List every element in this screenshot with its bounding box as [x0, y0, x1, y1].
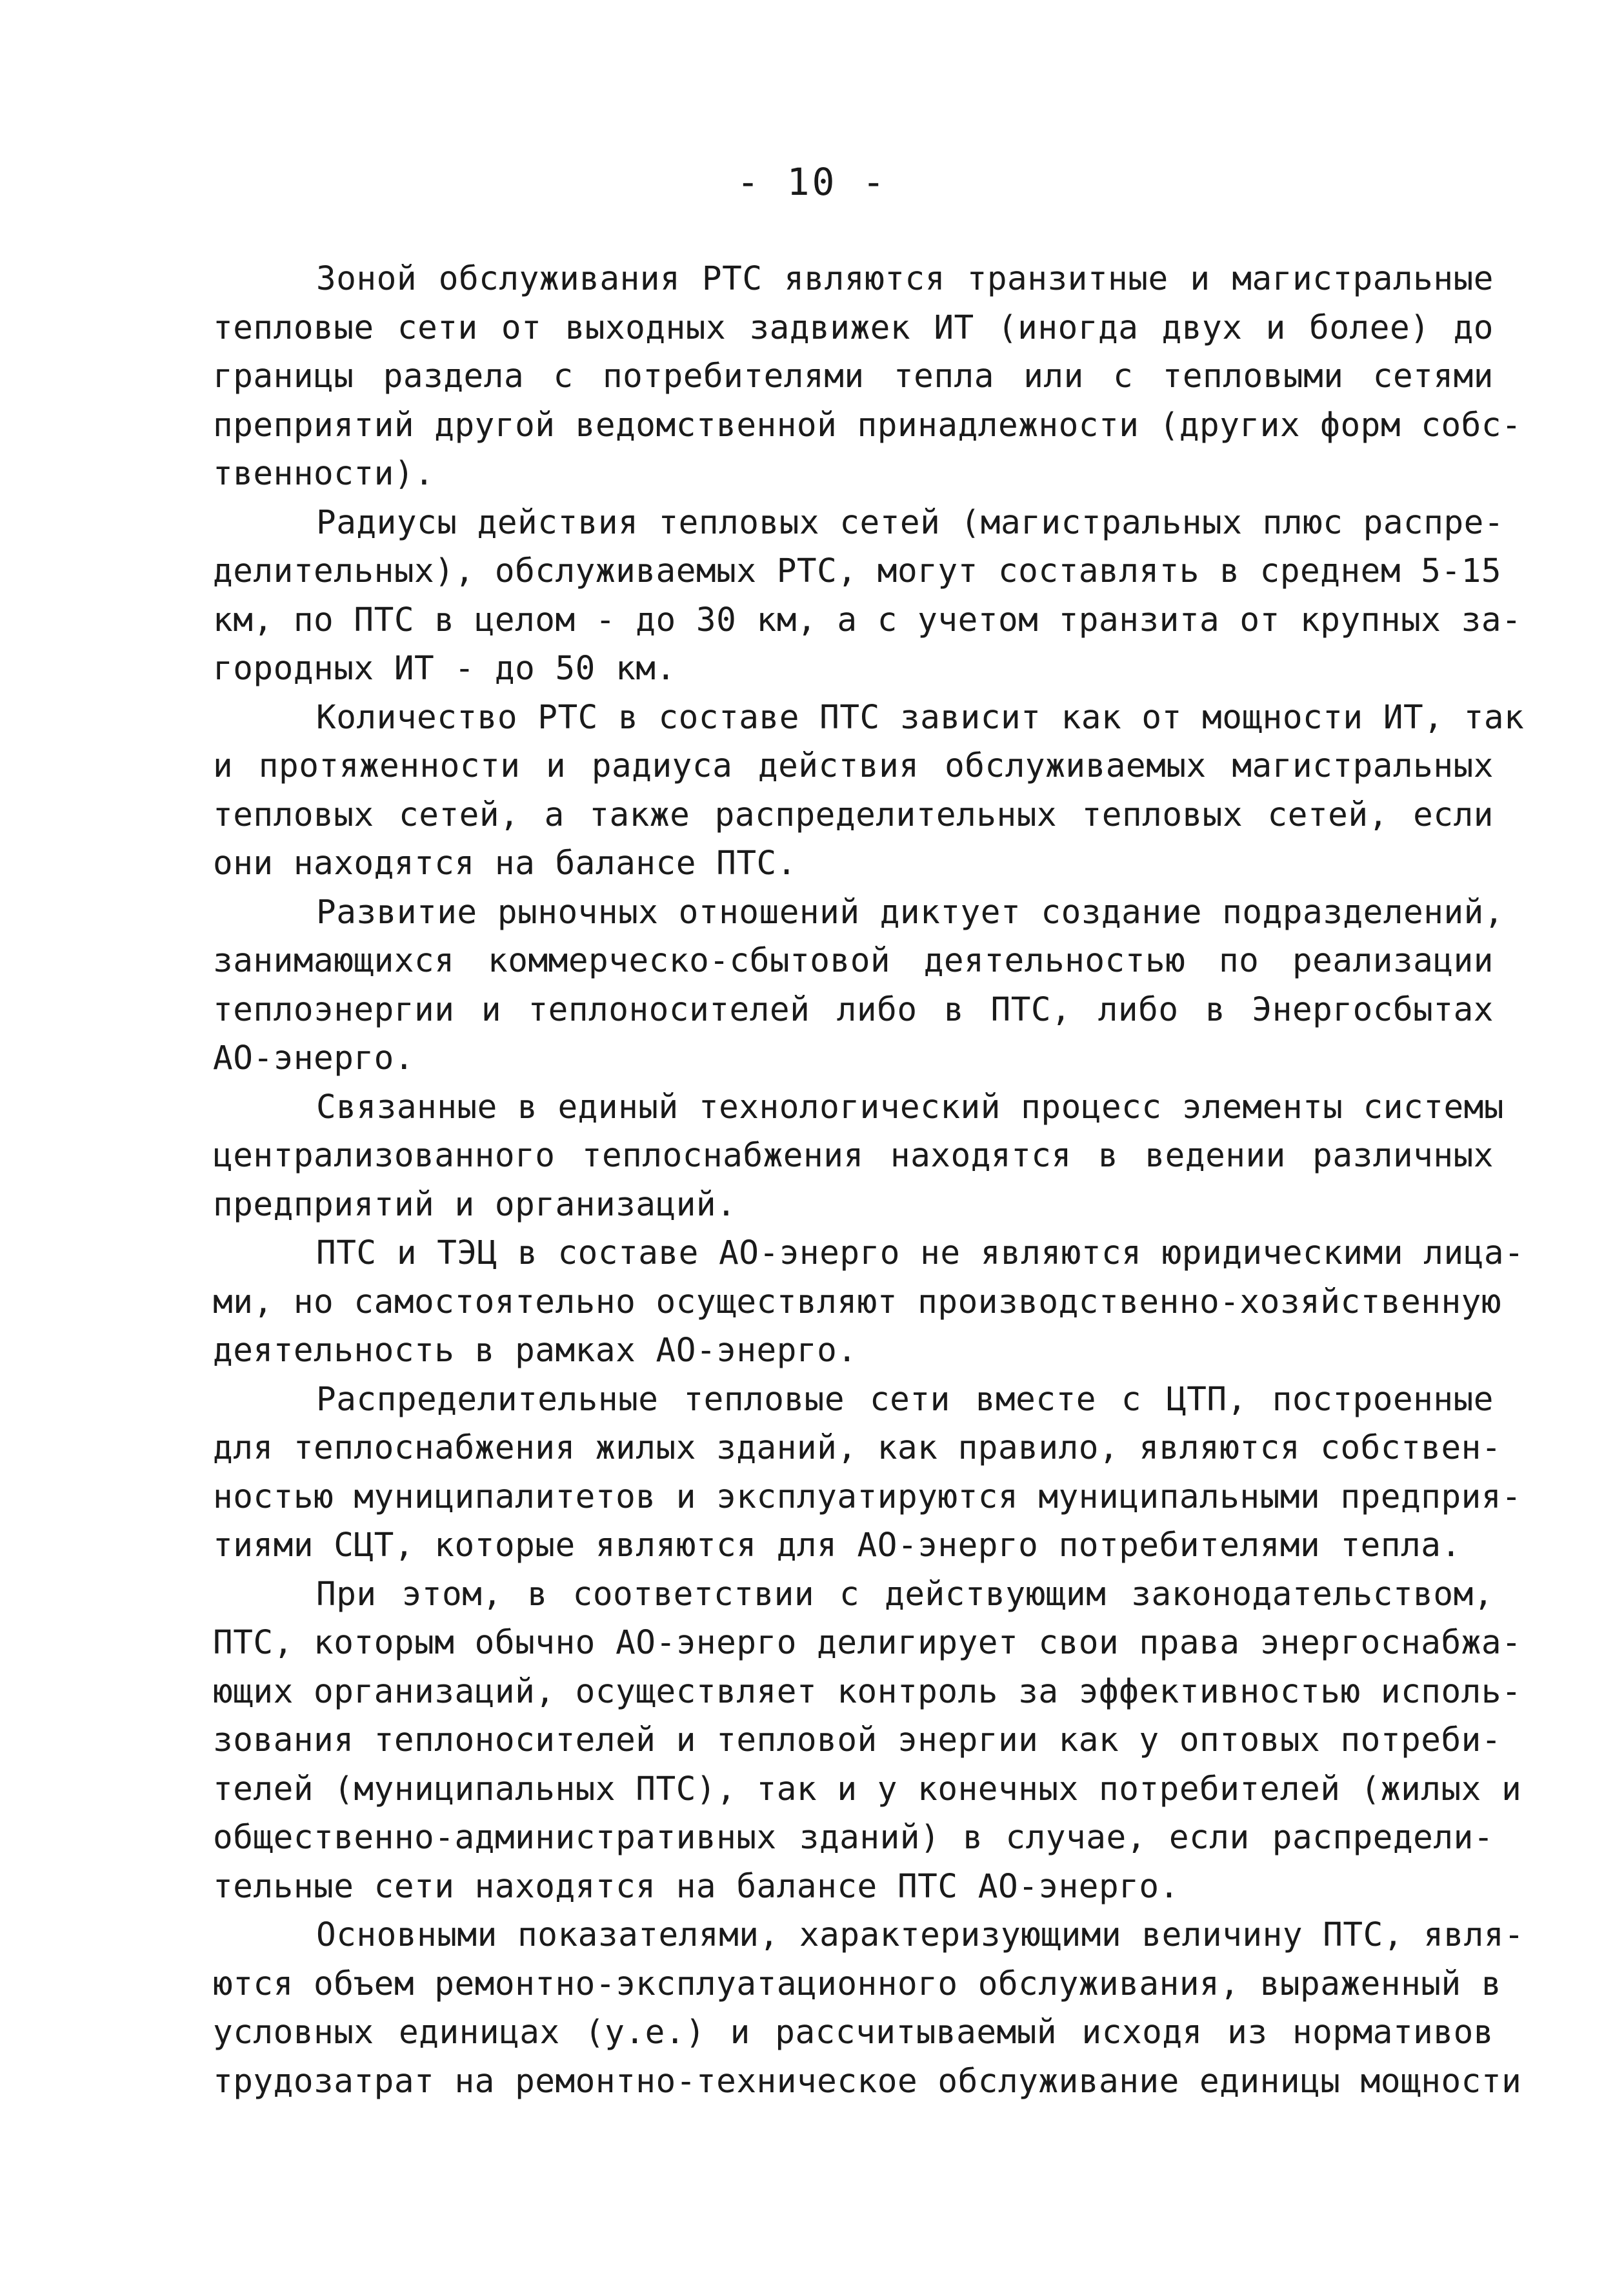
paragraph — [213, 1229, 1525, 1375]
text-line: тиями СЦТ, которые являются для АО-энерго потребителями тепла. — [213, 1526, 1461, 1565]
paragraph — [213, 255, 1522, 499]
paragraph — [213, 694, 1525, 888]
page-number: - 10 - — [736, 160, 888, 204]
text-line: Зоной обслуживания РТС являются транзитные и магистральные — [316, 260, 1494, 298]
text-line: границы раздела с потребителями тепла или с тепловыми сетями — [213, 357, 1494, 395]
text-line: условных единицах (у.е.) и рассчитываемый исходя из нормативов — [213, 2014, 1494, 2052]
text-line: Радиусы действия тепловых сетей (магистральных плюс распре- — [316, 503, 1505, 542]
text-line: и протяженности и радиуса действия обслуживаемых магистральных — [213, 747, 1494, 785]
text-line: Связанные в единый технологический процесс элементы системы — [316, 1088, 1505, 1126]
text-line: АО-энерго. — [213, 1039, 415, 1077]
text-line: для теплоснабжения жилых зданий, как правило, являются собствен- — [213, 1429, 1502, 1467]
text-line: твенности). — [213, 455, 435, 493]
text-line: централизованного теплоснабжения находятся в ведении различных — [213, 1137, 1494, 1175]
text-line: Распределительные тепловые сети вместе с ЦТП, построенные — [316, 1380, 1494, 1419]
text-line: тепловые сети от выходных задвижек ИТ (иногда двух и более) до — [213, 308, 1494, 347]
text-line: ПТС, которым обычно АО-энерго делигирует свои права энергоснабжа- — [213, 1624, 1522, 1662]
paragraph — [213, 1375, 1522, 1570]
text-line: ющих организаций, осуществляет контроль за эффективностью исполь- — [213, 1672, 1522, 1711]
text-line: тельные сети находятся на балансе ПТС АО-энерго. — [213, 1867, 1179, 1906]
text-line: ностью муниципалитетов и эксплуатируются муниципальными предприя- — [213, 1477, 1522, 1516]
text-line: теплоэнергии и теплоносителей либо в ПТС, либо в Энергосбытах — [213, 990, 1494, 1029]
text-line: деятельность в рамках АО-энерго. — [213, 1332, 857, 1370]
text-line: городных ИТ - до 50 км. — [213, 650, 676, 688]
text-line: Количество РТС в составе ПТС зависит как от мощности ИТ, так — [316, 698, 1525, 737]
paragraph — [213, 1083, 1505, 1230]
paragraph — [213, 888, 1505, 1083]
text-line: ми, но самостоятельно осуществляют производственно-хозяйственную — [213, 1283, 1502, 1321]
text-line: телей (муниципальных ПТС), так и у конечных потребителей (жилых и — [213, 1770, 1522, 1808]
text-line: занимающихся коммерческо-сбытовой деятельностью по реализации — [213, 942, 1494, 980]
text-line: тепловых сетей, а также распределительных тепловых сетей, если — [213, 795, 1494, 834]
text-line: При этом, в соответствии с действующим законодательством, — [316, 1575, 1494, 1614]
text-line: Основными показателями, характеризующими величину ПТС, явля- — [316, 1916, 1525, 1954]
paragraph — [213, 1570, 1522, 1912]
text-line: они находятся на балансе ПТС. — [213, 845, 797, 883]
text-line: км, по ПТС в целом - до 30 км, а с учетом транзита от крупных за- — [213, 601, 1522, 639]
text-line: Развитие рыночных отношений диктует создание подразделений, — [316, 893, 1505, 932]
text-line: преприятий другой ведомственной принадлежности (других форм собс- — [213, 406, 1522, 445]
document-body — [213, 255, 1525, 2106]
text-line: зования теплоносителей и тепловой энергии как у оптовых потреби- — [213, 1721, 1502, 1759]
paragraph — [213, 499, 1522, 694]
paragraph — [213, 1911, 1525, 2106]
text-line: трудозатрат на ремонтно-техническое обслуживание единицы мощности — [213, 2062, 1522, 2101]
text-line: предприятий и организаций. — [213, 1185, 737, 1224]
text-line: делительных), обслуживаемых РТС, могут составлять в среднем 5-15 — [213, 552, 1502, 590]
text-line: ются объем ремонтно-эксплуатационного обслуживания, выраженный в — [213, 1965, 1502, 2003]
text-line: ПТС и ТЭЦ в составе АО-энерго не являются юридическими лица- — [316, 1234, 1525, 1272]
text-line: общественно-административных зданий) в случае, если распредели- — [213, 1819, 1494, 1857]
